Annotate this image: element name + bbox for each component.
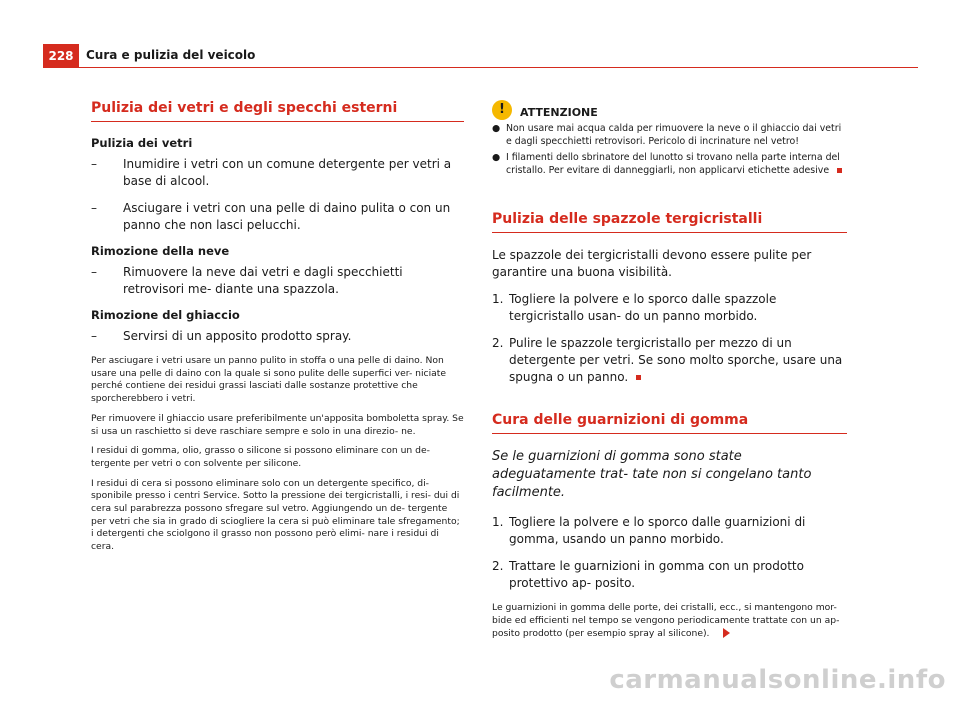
- note-paragraph: I residui di cera si possono eliminare solo con un detergente specifico, di- sponibile presso i centri Service. Sotto la pressione dei tergicristalli, i resi- dui di cera sul parabrezza possono sfregare sul vetro. Aggiungendo un de- tergente per vetri che sia in grado di sciogliere la cera si può eliminare tale sfregamento; i detergenti che sciolgono il grasso non possono però elimi- nare i residui di cera.: [91, 477, 460, 553]
- section-heading-glass: Pulizia dei vetri e degli specchi esterni: [91, 100, 464, 122]
- subheading-ice: Rimozione del ghiaccio: [91, 308, 240, 322]
- step-text: Togliere la polvere e lo sporco dalle spazzole tergicristallo usan- do un panno morbido.: [509, 292, 777, 324]
- list-item-text: Rimuovere la neve dai vetri e dagli specchietti retrovisori me- diante una spazzola.: [123, 265, 403, 296]
- note-paragraph: Per asciugare i vetri usare un panno pulito in stoffa o una pelle di daino. Non usare una pelle di daino con la quale si sono pulite delle superfici ver- niciate perché contiene dei residui grassi lasciati dalle sostanze protettive che sporcherebbero i vetri.: [91, 355, 447, 405]
- warning-title: ATTENZIONE: [520, 105, 598, 119]
- step-text: Togliere la polvere e lo sporco dalle guarnizioni di gomma, usando un panno morbido.: [509, 515, 806, 547]
- section-heading-wipers: Pulizia delle spazzole tergicristalli: [492, 211, 847, 233]
- subheading-snow: Rimozione della neve: [91, 244, 230, 258]
- step-number: 1.: [492, 515, 504, 530]
- watermark: carmanualsonline.info: [609, 665, 946, 695]
- warning-item: [492, 123, 847, 148]
- page-number: 228: [43, 44, 79, 68]
- continue-arrow-icon: [723, 628, 730, 638]
- numbered-step: [492, 514, 847, 548]
- header-divider: [43, 67, 918, 68]
- right-column: [492, 100, 847, 647]
- list-item-text: Servirsi di un apposito prodotto spray.: [123, 329, 352, 343]
- warning-text: I filamenti dello sbrinatore del lunotto si trovano nella parte interna del cristallo. Per evitare di danneggiarli, non applicarvi etichette adesive: [506, 152, 840, 176]
- step-number: 2.: [492, 559, 504, 574]
- warning-text: Non usare mai acqua calda per rimuovere la neve o il ghiaccio dai vetri e dagli specchietti retrovisori. Pericolo di incrinature nel vetro!: [506, 123, 842, 147]
- list-item: [91, 200, 464, 234]
- bullet-marker: ●: [492, 123, 501, 134]
- chapter-title: Cura e pulizia del veicolo: [86, 48, 256, 62]
- step-text: Trattare le guarnizioni in gomma con un prodotto protettivo ap- posito.: [509, 559, 804, 591]
- numbered-step: [492, 558, 847, 592]
- section-heading-rubber: Cura delle guarnizioni di gomma: [492, 412, 847, 434]
- dash-marker: –: [91, 201, 97, 215]
- end-of-section-square-icon: [636, 375, 641, 380]
- warning-header: [492, 100, 847, 120]
- note-text: Le guarnizioni in gomma delle porte, dei cristalli, ecc., si mantengono mor- bide ed efficienti nel tempo se vengono periodicamente trattate con un ap- posito prodotto (per esempio spray al silicone).: [492, 602, 840, 639]
- dash-marker: –: [91, 265, 97, 279]
- paragraph: Le spazzole dei tergicristalli devono essere pulite per garantire una buona visibilità.: [492, 248, 812, 280]
- list-item-text: Inumidire i vetri con un comune detergente per vetri a base di alcool.: [123, 157, 452, 188]
- step-number: 2.: [492, 336, 504, 351]
- note-paragraph: Per rimuovere il ghiaccio usare preferibilmente un'apposita bomboletta spray. Se si usa un raschietto si deve raschiare sempre e solo in una direzio- ne.: [91, 412, 464, 437]
- note-paragraph: I residui di gomma, olio, grasso o silicone si possono eliminare con un de- tergente per vetri o con solvente per silicone.: [91, 445, 430, 469]
- numbered-step: [492, 291, 847, 325]
- subheading-cleaning: Pulizia dei vetri: [91, 136, 193, 150]
- intro-paragraph: Se le guarnizioni di gomma sono state adeguatamente trat- tate non si congelano tanto facilmente.: [492, 449, 812, 501]
- left-column: [91, 100, 464, 561]
- warning-item: [492, 152, 847, 177]
- list-item-text: Asciugare i vetri con una pelle di daino pulita o con un panno che non lasci pelucchi.: [123, 201, 451, 232]
- dash-marker: –: [91, 329, 97, 343]
- numbered-step: [492, 335, 847, 386]
- list-item: [91, 264, 464, 298]
- end-of-section-square-icon: [837, 168, 842, 173]
- dash-marker: –: [91, 157, 97, 171]
- step-number: 1.: [492, 292, 504, 307]
- step-text: Pulire le spazzole tergicristallo per mezzo di un detergente per vetri. Se sono molto sporche, usare una spugna o un panno.: [509, 336, 843, 385]
- list-item: [91, 156, 464, 190]
- note-paragraph: [492, 602, 847, 640]
- warning-exclamation-icon: [492, 100, 512, 120]
- bullet-marker: ●: [492, 152, 501, 164]
- list-item: [91, 328, 464, 345]
